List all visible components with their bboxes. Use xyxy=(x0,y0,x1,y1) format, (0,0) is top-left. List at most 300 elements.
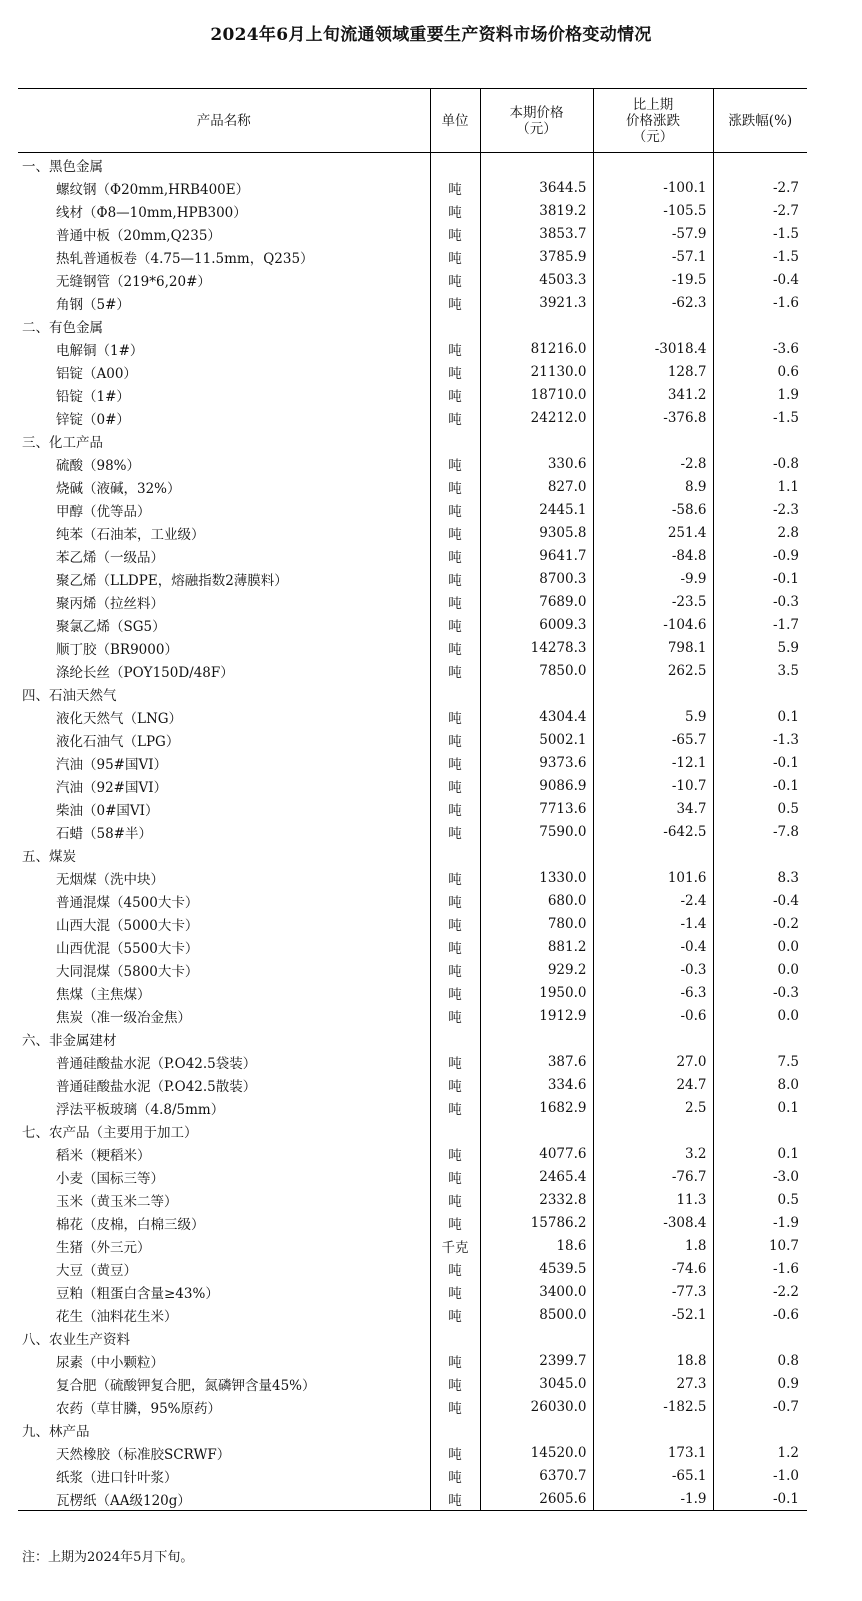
price-change-cell: -6.3 xyxy=(593,981,713,1004)
price-change-cell: -308.4 xyxy=(593,1211,713,1234)
price-cell: 6009.3 xyxy=(480,613,593,636)
percent-change-cell: 0.9 xyxy=(713,1372,807,1395)
percent-change-cell: 0.1 xyxy=(713,705,807,728)
unit-cell xyxy=(430,843,480,866)
unit-cell: 吨 xyxy=(430,774,480,797)
table-row xyxy=(18,475,807,498)
price-change-cell: -104.6 xyxy=(593,613,713,636)
table-row xyxy=(18,567,807,590)
product-name-cell: 豆粕（粗蛋白含量≥43%） xyxy=(56,1285,219,1302)
unit-cell: 吨 xyxy=(430,1441,480,1464)
product-name-cell: 无烟煤（洗中块） xyxy=(56,871,164,888)
table-row xyxy=(18,705,807,728)
percent-change-cell: 0.1 xyxy=(713,1096,807,1119)
table-row xyxy=(18,935,807,958)
price-change-cell: -52.1 xyxy=(593,1303,713,1326)
price-change-cell: -376.8 xyxy=(593,406,713,429)
header-diff-line3: （元） xyxy=(632,128,674,145)
product-name-cell: 六、非金属建材 xyxy=(22,1032,117,1049)
product-name-cell: 瓦楞纸（AA级120g） xyxy=(18,1487,430,1511)
percent-change-cell xyxy=(713,153,807,177)
table-row xyxy=(18,1349,807,1372)
product-name-cell: 玉米（黄玉米二等） xyxy=(56,1193,178,1210)
percent-change-cell: 0.5 xyxy=(713,1188,807,1211)
unit-cell xyxy=(430,1418,480,1441)
price-cell: 14520.0 xyxy=(480,1441,593,1464)
table-row xyxy=(18,1050,807,1073)
product-name-cell: 尿素（中小颗粒） xyxy=(56,1354,164,1371)
table-row xyxy=(18,291,807,314)
unit-cell: 千克 xyxy=(430,1234,480,1257)
product-name-cell: 小麦（国标三等） xyxy=(56,1170,164,1187)
percent-change-cell xyxy=(713,314,807,337)
price-change-cell: -0.6 xyxy=(593,1004,713,1027)
price-cell: 9305.8 xyxy=(480,521,593,544)
price-cell xyxy=(480,314,593,337)
product-name-cell: 五、煤炭 xyxy=(22,848,76,865)
product-name-cell: 热轧普通板卷（4.75—11.5mm，Q235） xyxy=(56,250,314,267)
percent-change-cell: -0.2 xyxy=(713,912,807,935)
unit-cell: 吨 xyxy=(430,1349,480,1372)
percent-change-cell xyxy=(713,1418,807,1441)
price-cell: 81216.0 xyxy=(480,337,593,360)
unit-cell: 吨 xyxy=(430,1073,480,1096)
table-row xyxy=(18,820,807,843)
price-cell: 3644.5 xyxy=(480,176,593,199)
unit-cell: 吨 xyxy=(430,268,480,291)
product-name-cell: 汽油（95#国VI） xyxy=(56,756,168,773)
category-row xyxy=(18,1027,807,1050)
percent-change-cell: -2.7 xyxy=(713,176,807,199)
price-cell: 2332.8 xyxy=(480,1188,593,1211)
price-change-cell: -84.8 xyxy=(593,544,713,567)
price-change-cell xyxy=(593,682,713,705)
table-row xyxy=(18,498,807,521)
price-change-cell: 5.9 xyxy=(593,705,713,728)
price-cell: 1330.0 xyxy=(480,866,593,889)
product-name-cell: 顺丁胶（BR9000） xyxy=(56,641,178,658)
price-change-cell: -105.5 xyxy=(593,199,713,222)
product-name-cell: 铝锭（A00） xyxy=(56,365,137,382)
percent-change-cell: 2.8 xyxy=(713,521,807,544)
percent-change-cell xyxy=(713,843,807,866)
product-name-cell: 九、林产品 xyxy=(22,1423,90,1440)
table-row xyxy=(18,544,807,567)
table-body xyxy=(18,153,807,1511)
price-cell: 2605.6 xyxy=(480,1487,593,1511)
price-change-cell: -100.1 xyxy=(593,176,713,199)
product-name-cell: 甲醇（优等品） xyxy=(56,503,151,520)
unit-cell: 吨 xyxy=(430,935,480,958)
table-row xyxy=(18,337,807,360)
table-row xyxy=(18,1234,807,1257)
price-cell: 26030.0 xyxy=(480,1395,593,1418)
unit-cell: 吨 xyxy=(430,889,480,912)
percent-change-cell: 0.8 xyxy=(713,1349,807,1372)
unit-cell: 吨 xyxy=(430,1050,480,1073)
table-row xyxy=(18,1257,807,1280)
unit-cell xyxy=(430,682,480,705)
price-cell: 7689.0 xyxy=(480,590,593,613)
price-cell: 4503.3 xyxy=(480,268,593,291)
product-name-cell: 复合肥（硫酸钾复合肥，氮磷钾含量45%） xyxy=(56,1377,316,1394)
price-cell: 4539.5 xyxy=(480,1257,593,1280)
price-change-cell xyxy=(593,429,713,452)
unit-cell xyxy=(430,314,480,337)
percent-change-cell: -3.0 xyxy=(713,1165,807,1188)
price-cell: 21130.0 xyxy=(480,360,593,383)
percent-change-cell xyxy=(713,1119,807,1142)
unit-cell: 吨 xyxy=(430,544,480,567)
product-name-cell: 大同混煤（5800大卡） xyxy=(56,963,199,980)
price-cell: 7850.0 xyxy=(480,659,593,682)
table-row xyxy=(18,1188,807,1211)
product-name-cell: 聚氯乙烯（SG5） xyxy=(56,618,166,635)
table-row xyxy=(18,176,807,199)
price-change-cell: 101.6 xyxy=(593,866,713,889)
table-row xyxy=(18,1165,807,1188)
unit-cell: 吨 xyxy=(430,498,480,521)
header-percent: 涨跌幅(%) xyxy=(713,89,807,153)
table-row xyxy=(18,1211,807,1234)
category-row xyxy=(18,429,807,452)
header-diff-line1: 比上期 xyxy=(632,96,674,113)
table-row xyxy=(18,636,807,659)
table-row xyxy=(18,1096,807,1119)
table-header xyxy=(18,89,807,153)
unit-cell: 吨 xyxy=(430,1188,480,1211)
product-name-cell: 大豆（黄豆） xyxy=(56,1262,137,1279)
price-cell: 9086.9 xyxy=(480,774,593,797)
percent-change-cell: 0.0 xyxy=(713,1004,807,1027)
unit-cell: 吨 xyxy=(430,521,480,544)
product-name-cell: 棉花（皮棉，白棉三级） xyxy=(56,1216,205,1233)
percent-change-cell: -0.7 xyxy=(713,1395,807,1418)
product-name-cell: 铅锭（1#） xyxy=(56,388,130,405)
price-cell: 1682.9 xyxy=(480,1096,593,1119)
price-change-cell: 173.1 xyxy=(593,1441,713,1464)
category-row xyxy=(18,682,807,705)
price-change-cell: -0.4 xyxy=(593,935,713,958)
unit-cell: 吨 xyxy=(430,912,480,935)
table-row xyxy=(18,452,807,475)
unit-cell: 吨 xyxy=(430,659,480,682)
unit-cell: 吨 xyxy=(430,452,480,475)
percent-change-cell: -1.6 xyxy=(713,291,807,314)
price-cell xyxy=(480,1027,593,1050)
price-change-cell: -3018.4 xyxy=(593,337,713,360)
percent-change-cell xyxy=(713,1027,807,1050)
table-row xyxy=(18,1142,807,1165)
unit-cell: 吨 xyxy=(430,981,480,1004)
product-name-cell: 烧碱（液碱，32%） xyxy=(56,480,181,497)
price-cell: 2465.4 xyxy=(480,1165,593,1188)
price-change-cell: 1.8 xyxy=(593,1234,713,1257)
table-row xyxy=(18,1280,807,1303)
price-cell: 18.6 xyxy=(480,1234,593,1257)
category-row xyxy=(18,843,807,866)
percent-change-cell: 8.3 xyxy=(713,866,807,889)
percent-change-cell: -1.5 xyxy=(713,245,807,268)
page-title: 2024年6月上旬流通领域重要生产资料市场价格变动情况 xyxy=(210,25,652,45)
unit-cell: 吨 xyxy=(430,337,480,360)
percent-change-cell: 0.0 xyxy=(713,958,807,981)
price-cell: 7590.0 xyxy=(480,820,593,843)
unit-cell: 吨 xyxy=(430,567,480,590)
category-row xyxy=(18,1119,807,1142)
price-change-cell: 34.7 xyxy=(593,797,713,820)
price-change-cell: 24.7 xyxy=(593,1073,713,1096)
unit-cell: 吨 xyxy=(430,590,480,613)
price-cell xyxy=(480,682,593,705)
category-row xyxy=(18,1326,807,1349)
price-change-cell: 11.3 xyxy=(593,1188,713,1211)
price-change-cell: 251.4 xyxy=(593,521,713,544)
table-row xyxy=(18,521,807,544)
unit-cell: 吨 xyxy=(430,1096,480,1119)
product-name-cell: 普通硅酸盐水泥（P.O42.5散装） xyxy=(56,1078,257,1095)
price-change-cell: -0.3 xyxy=(593,958,713,981)
footnote: 注：上期为2024年5月下旬。 xyxy=(22,1550,194,1565)
price-cell: 827.0 xyxy=(480,475,593,498)
percent-change-cell: -1.7 xyxy=(713,613,807,636)
price-cell: 24212.0 xyxy=(480,406,593,429)
product-name-cell: 涤纶长丝（POY150D/48F） xyxy=(56,664,234,681)
price-change-cell: 27.3 xyxy=(593,1372,713,1395)
price-cell xyxy=(480,1418,593,1441)
unit-cell: 吨 xyxy=(430,636,480,659)
price-change-cell xyxy=(593,843,713,866)
product-name-cell: 焦煤（主焦煤） xyxy=(56,986,151,1003)
percent-change-cell xyxy=(713,429,807,452)
table-row xyxy=(18,751,807,774)
table-row xyxy=(18,199,807,222)
unit-cell: 吨 xyxy=(430,728,480,751)
percent-change-cell: -0.6 xyxy=(713,1303,807,1326)
percent-change-cell: 0.0 xyxy=(713,935,807,958)
product-name-cell: 八、农业生产资料 xyxy=(22,1331,130,1348)
table-row xyxy=(18,958,807,981)
price-change-cell: -62.3 xyxy=(593,291,713,314)
unit-cell: 吨 xyxy=(430,820,480,843)
price-cell: 4304.4 xyxy=(480,705,593,728)
product-name-cell: 天然橡胶（标准胶SCRWF） xyxy=(56,1446,231,1463)
price-cell: 7713.6 xyxy=(480,797,593,820)
price-change-cell xyxy=(593,1418,713,1441)
unit-cell xyxy=(430,1326,480,1349)
product-name-cell: 农药（草甘膦，95%原药） xyxy=(56,1400,222,1417)
unit-cell: 吨 xyxy=(430,406,480,429)
percent-change-cell: 0.1 xyxy=(713,1142,807,1165)
price-change-cell xyxy=(593,314,713,337)
price-cell: 6370.7 xyxy=(480,1464,593,1487)
table-row xyxy=(18,406,807,429)
percent-change-cell: -1.0 xyxy=(713,1464,807,1487)
price-cell xyxy=(480,843,593,866)
price-change-cell: -19.5 xyxy=(593,268,713,291)
product-name-cell: 山西优混（5500大卡） xyxy=(56,940,199,957)
price-cell: 330.6 xyxy=(480,452,593,475)
table-row xyxy=(18,866,807,889)
price-cell: 929.2 xyxy=(480,958,593,981)
product-name-cell: 柴油（0#国VI） xyxy=(56,802,159,819)
price-change-cell: -57.1 xyxy=(593,245,713,268)
unit-cell: 吨 xyxy=(430,1395,480,1418)
price-cell: 3400.0 xyxy=(480,1280,593,1303)
price-change-cell: -1.4 xyxy=(593,912,713,935)
percent-change-cell: 3.5 xyxy=(713,659,807,682)
unit-cell: 吨 xyxy=(430,1004,480,1027)
price-cell: 2399.7 xyxy=(480,1349,593,1372)
category-row xyxy=(18,1418,807,1441)
price-cell: 9373.6 xyxy=(480,751,593,774)
price-change-cell: 798.1 xyxy=(593,636,713,659)
price-change-cell: -2.8 xyxy=(593,452,713,475)
price-cell: 14278.3 xyxy=(480,636,593,659)
table-row xyxy=(18,659,807,682)
product-name-cell: 普通混煤（4500大卡） xyxy=(56,894,199,911)
unit-cell: 吨 xyxy=(430,1487,480,1511)
unit-cell: 吨 xyxy=(430,866,480,889)
percent-change-cell: -0.4 xyxy=(713,268,807,291)
percent-change-cell: -0.8 xyxy=(713,452,807,475)
product-name-cell: 聚丙烯（拉丝料） xyxy=(56,595,164,612)
unit-cell: 吨 xyxy=(430,1165,480,1188)
price-cell: 1950.0 xyxy=(480,981,593,1004)
price-cell: 5002.1 xyxy=(480,728,593,751)
percent-change-cell: -2.7 xyxy=(713,199,807,222)
price-change-cell: -642.5 xyxy=(593,820,713,843)
table-row xyxy=(18,613,807,636)
percent-change-cell: 0.5 xyxy=(713,797,807,820)
unit-cell xyxy=(430,429,480,452)
table-row xyxy=(18,1303,807,1326)
price-cell xyxy=(480,429,593,452)
product-name-cell: 四、石油天然气 xyxy=(22,687,117,704)
price-change-cell xyxy=(593,153,713,177)
price-change-cell: 341.2 xyxy=(593,383,713,406)
percent-change-cell: -1.3 xyxy=(713,728,807,751)
table-row xyxy=(18,797,807,820)
price-change-cell: -74.6 xyxy=(593,1257,713,1280)
product-name-cell: 普通硅酸盐水泥（P.O42.5袋装） xyxy=(56,1055,257,1072)
price-table xyxy=(18,88,807,1511)
price-change-cell: -65.1 xyxy=(593,1464,713,1487)
product-name-cell: 纯苯（石油苯，工业级） xyxy=(56,526,205,543)
product-name-cell: 电解铜（1#） xyxy=(56,342,144,359)
price-change-cell: 128.7 xyxy=(593,360,713,383)
unit-cell: 吨 xyxy=(430,1280,480,1303)
unit-cell xyxy=(430,1027,480,1050)
price-change-cell: -57.9 xyxy=(593,222,713,245)
price-cell: 3045.0 xyxy=(480,1372,593,1395)
unit-cell: 吨 xyxy=(430,1257,480,1280)
percent-change-cell: -2.2 xyxy=(713,1280,807,1303)
table-row xyxy=(18,912,807,935)
percent-change-cell: -7.8 xyxy=(713,820,807,843)
percent-change-cell: 1.9 xyxy=(713,383,807,406)
product-name-cell: 线材（Φ8—10mm,HPB300） xyxy=(56,204,247,221)
price-cell xyxy=(480,1119,593,1142)
product-name-cell: 稻米（粳稻米） xyxy=(56,1147,151,1164)
product-name-cell: 纸浆（进口针叶浆） xyxy=(56,1469,178,1486)
price-change-cell: -23.5 xyxy=(593,590,713,613)
product-name-cell: 二、有色金属 xyxy=(22,319,103,336)
percent-change-cell xyxy=(713,1326,807,1349)
unit-cell: 吨 xyxy=(430,1211,480,1234)
header-diff xyxy=(593,89,713,153)
price-cell: 18710.0 xyxy=(480,383,593,406)
price-cell: 4077.6 xyxy=(480,1142,593,1165)
percent-change-cell: -2.3 xyxy=(713,498,807,521)
price-change-cell: -9.9 xyxy=(593,567,713,590)
product-name-cell: 普通中板（20mm,Q235） xyxy=(56,227,221,244)
price-change-cell: -65.7 xyxy=(593,728,713,751)
table-row xyxy=(18,1487,807,1511)
price-change-cell: -77.3 xyxy=(593,1280,713,1303)
price-cell: 780.0 xyxy=(480,912,593,935)
price-cell: 334.6 xyxy=(480,1073,593,1096)
category-row xyxy=(18,153,807,177)
table-row xyxy=(18,268,807,291)
table-row xyxy=(18,222,807,245)
table-row xyxy=(18,981,807,1004)
table-row xyxy=(18,1441,807,1464)
product-name-cell: 角钢（5#） xyxy=(56,296,130,313)
unit-cell: 吨 xyxy=(430,958,480,981)
product-name-cell: 三、化工产品 xyxy=(22,434,103,451)
percent-change-cell: -0.3 xyxy=(713,590,807,613)
product-name-cell: 一、黑色金属 xyxy=(22,158,103,175)
percent-change-cell: 5.9 xyxy=(713,636,807,659)
header-unit: 单位 xyxy=(430,89,480,153)
product-name-cell: 无缝钢管（219*6,20#） xyxy=(56,273,211,290)
price-cell: 3785.9 xyxy=(480,245,593,268)
percent-change-cell: -1.9 xyxy=(713,1211,807,1234)
unit-cell: 吨 xyxy=(430,176,480,199)
product-name-cell: 浮法平板玻璃（4.8/5mm） xyxy=(56,1101,225,1118)
product-name-cell: 生猪（外三元） xyxy=(56,1239,151,1256)
percent-change-cell: -1.6 xyxy=(713,1257,807,1280)
price-change-cell: 18.8 xyxy=(593,1349,713,1372)
price-change-cell xyxy=(593,1027,713,1050)
unit-cell: 吨 xyxy=(430,797,480,820)
table-row xyxy=(18,1372,807,1395)
header-price xyxy=(480,89,593,153)
percent-change-cell: -1.5 xyxy=(713,406,807,429)
unit-cell: 吨 xyxy=(430,751,480,774)
header-diff-line2: 价格涨跌 xyxy=(626,112,680,129)
price-cell: 8500.0 xyxy=(480,1303,593,1326)
percent-change-cell: 0.6 xyxy=(713,360,807,383)
unit-cell: 吨 xyxy=(430,1464,480,1487)
price-change-cell xyxy=(593,1119,713,1142)
price-cell: 680.0 xyxy=(480,889,593,912)
header-product-name: 产品名称 xyxy=(18,89,430,153)
header-price-line2: （元） xyxy=(516,120,557,137)
price-change-cell: -1.9 xyxy=(593,1487,713,1511)
unit-cell: 吨 xyxy=(430,1303,480,1326)
product-name-cell: 七、农产品（主要用于加工） xyxy=(22,1124,198,1141)
price-cell: 3921.3 xyxy=(480,291,593,314)
percent-change-cell: -1.5 xyxy=(713,222,807,245)
unit-cell: 吨 xyxy=(430,383,480,406)
percent-change-cell: -0.1 xyxy=(713,751,807,774)
unit-cell: 吨 xyxy=(430,1142,480,1165)
price-cell: 881.2 xyxy=(480,935,593,958)
price-change-cell: -12.1 xyxy=(593,751,713,774)
unit-cell: 吨 xyxy=(430,360,480,383)
